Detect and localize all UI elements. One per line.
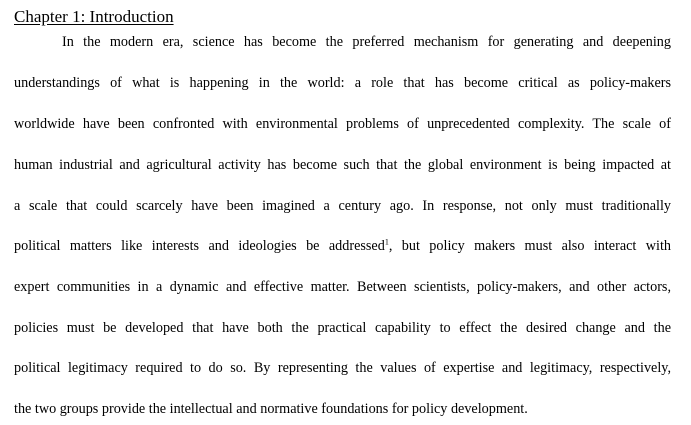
line-6-text-after-footnote: , but policy makers must also interact with bbox=[388, 238, 671, 254]
line-6-text-before-footnote: political matters like interests and ideologies be addressed bbox=[14, 238, 385, 254]
paragraph-line-7: expert communities in a dynamic and effective matter. Between scientists, policy-makers, and other actors, bbox=[14, 279, 671, 295]
paragraph-line-1: In the modern era, science has become the preferred mechanism for generating and deepening bbox=[62, 34, 671, 50]
paragraph-line-10: the two groups provide the intellectual and normative foundations for policy development. bbox=[14, 401, 528, 417]
paragraph-line-6 bbox=[14, 236, 671, 256]
paragraph-line-8: policies must be developed that have both the practical capability to effect the desired change and the bbox=[14, 320, 671, 336]
paragraph-line-2: understandings of what is happening in the world: a role that has become critical as policy-makers bbox=[14, 75, 671, 91]
chapter-heading: Chapter 1: Introduction bbox=[14, 7, 174, 26]
paragraph-line-5: a scale that could scarcely have been imagined a century ago. In response, not only must traditionally bbox=[14, 198, 671, 214]
paragraph-line-4: human industrial and agricultural activity has become such that the global environment is being impacted at bbox=[14, 157, 671, 173]
paragraph-line-3: worldwide have been confronted with environmental problems of unprecedented complexity. The scale of bbox=[14, 116, 671, 132]
footnote-marker: 1 bbox=[384, 237, 389, 247]
paragraph-line-9: political legitimacy required to do so. By representing the values of expertise and legitimacy, respectively, bbox=[14, 360, 671, 376]
